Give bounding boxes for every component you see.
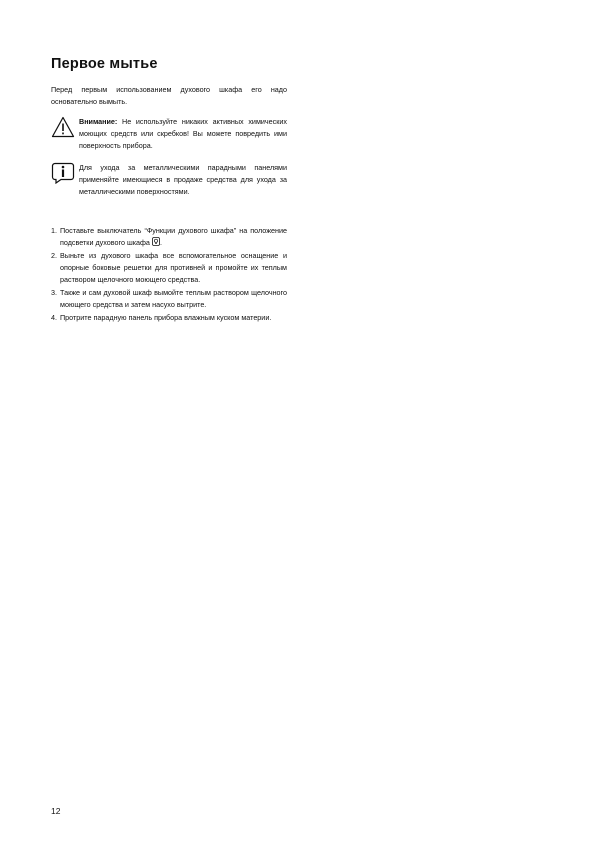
step-number: 3.: [51, 288, 57, 297]
info-icon: [51, 162, 75, 184]
info-text: Для ухода за металлическими парадными панелями применяйте имеющиеся в продаже средства для ухода за металлическими поверхностями.: [79, 163, 287, 196]
warning-text: [79, 116, 287, 152]
step-text: Также и сам духовой шкаф вымойте теплым раствором щелочного моющего средства и затем насухо вытрите.: [60, 288, 287, 309]
step-text: Поставьте выключатель “Функции духового шкафа” на положение подсветки духового шкафа: [60, 226, 287, 247]
oven-light-icon: [152, 237, 160, 246]
step-text: Протрите парадную панель прибора влажным куском материи.: [60, 313, 272, 322]
warning-triangle-icon: [51, 116, 75, 138]
step-number: 1.: [51, 226, 57, 235]
step-item: [51, 287, 287, 311]
step-item: [51, 312, 287, 324]
step-number: 2.: [51, 251, 57, 260]
step-item: [51, 225, 287, 249]
step-text: Выньте из духового шкафа все вспомогательное оснащение и опорные боковые решетки для противней и промойте их теплым раствором щелочного моющего средства.: [60, 251, 287, 284]
step-number: 4.: [51, 313, 57, 322]
step-text-end: .: [159, 238, 162, 247]
intro-paragraph: Перед первым использованием духового шкафа его надо основательно вымыть.: [51, 85, 287, 106]
warning-body: Не используйте никаких активных химических моющих средств или скребков! Вы можете повредить ими поверхность прибора.: [79, 117, 287, 150]
warning-label: Внимание:: [79, 117, 118, 126]
page-title: Первое мытье: [51, 56, 158, 72]
page-number: 12: [51, 806, 61, 816]
warning-note: [51, 116, 287, 156]
cleaning-steps-list: [51, 225, 287, 325]
step-item: [51, 250, 287, 286]
info-note: [51, 162, 287, 212]
